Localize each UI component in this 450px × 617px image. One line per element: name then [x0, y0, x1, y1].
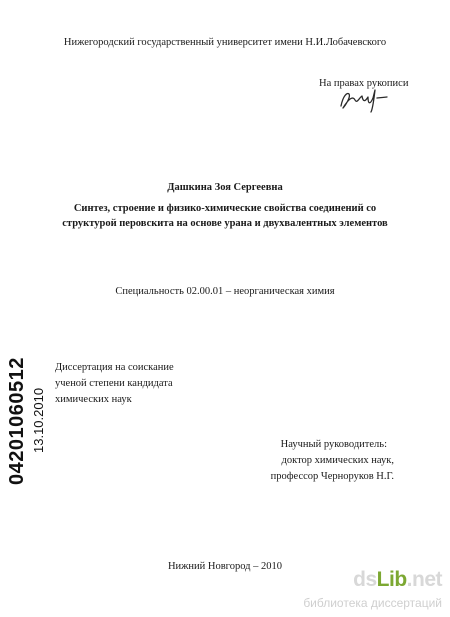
- watermark-subtitle: библиотека диссертаций: [303, 596, 442, 610]
- advisor-line: доктор химических наук,: [281, 455, 394, 466]
- handwritten-signature: [335, 84, 395, 114]
- manuscript-rights-note: На правах рукописи: [319, 78, 409, 89]
- archive-date: 13.10.2010: [31, 387, 46, 453]
- degree-line: ученой степени кандидата: [55, 378, 173, 389]
- logo-lib: Lib: [376, 568, 407, 591]
- title-line: Синтез, строение и физико-химические свойства соединений со: [73, 203, 377, 214]
- title-line: структурой перовскита на основе урана и двухвалентных элементов: [62, 218, 388, 229]
- city-year: Нижний Новгород – 2010: [167, 561, 283, 572]
- author-name: Дашкина Зоя Сергеевна: [167, 182, 283, 193]
- archive-number: 04201060512: [6, 357, 28, 485]
- advisor-block: [271, 437, 394, 485]
- advisor-line: профессор Черноруков Н.Г.: [270, 471, 394, 482]
- logo-ds: ds: [353, 568, 377, 591]
- logo-net: .net: [406, 568, 442, 591]
- degree-line: Диссертация на соискание: [55, 362, 174, 373]
- advisor-line: Научный руководитель:: [280, 439, 387, 450]
- dslib-watermark[interactable]: [290, 568, 450, 617]
- dissertation-degree-block: [55, 360, 174, 408]
- university-name: Нижегородский государственный университет имени Н.И.Лобачевского: [63, 37, 387, 48]
- degree-line: химических наук: [55, 394, 132, 405]
- dissertation-title: [40, 201, 410, 231]
- specialty-line: Специальность 02.00.01 – неорганическая химия: [115, 286, 335, 297]
- dslib-logo: [353, 568, 442, 592]
